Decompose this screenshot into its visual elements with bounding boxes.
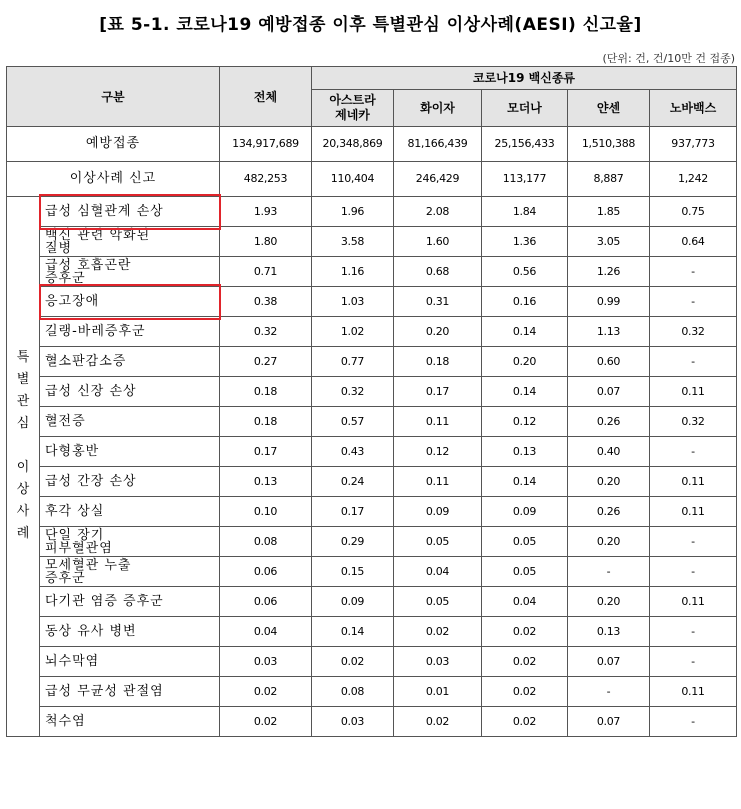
table-cell: 1,242 [650,162,737,197]
table-cell: 0.32 [312,377,394,407]
table-title: [표 5-1. 코로나19 예방접종 이후 특별관심 이상사례(AESI) 신고율] [99,15,642,35]
table-cell: 0.32 [220,317,312,347]
aesi-name: 동상 유사 병변 [40,617,220,647]
table-cell: - [650,437,737,467]
table-cell: 0.60 [568,347,650,377]
table-cell: 0.01 [394,677,482,707]
aesi-table [6,66,737,737]
table-cell: 1.13 [568,317,650,347]
table-cell: 0.07 [568,707,650,737]
aesi-name: 응고장애 [40,287,220,317]
summary-row [7,162,737,197]
table-cell: 0.10 [220,497,312,527]
table-cell: 0.07 [568,647,650,677]
side-category-label [7,197,40,737]
table-cell: 0.68 [394,257,482,287]
table-cell: 0.17 [220,437,312,467]
table-cell: 1.60 [394,227,482,257]
aesi-name: 백신 관련 악화된 질병 [40,227,220,257]
side-label-char: 이 [16,460,30,475]
aesi-name: 급성 신장 손상 [40,377,220,407]
table-cell: 81,166,439 [394,127,482,162]
aesi-name: 뇌수막염 [40,647,220,677]
table-cell: 0.02 [482,647,568,677]
row-label: 예방접종 [7,127,220,162]
table-cell: 0.56 [482,257,568,287]
aesi-name: 혈전증 [40,407,220,437]
table-cell: 1.03 [312,287,394,317]
table-cell: 0.14 [312,617,394,647]
table-cell: 0.03 [220,647,312,677]
side-label-char [9,435,37,457]
table-row [7,347,737,377]
table-cell: - [568,677,650,707]
aesi-name: 척수염 [40,707,220,737]
table-cell: 1.84 [482,197,568,227]
table-row [7,227,737,257]
table-cell: 0.43 [312,437,394,467]
table-cell: 0.16 [482,287,568,317]
table-cell: 0.24 [312,467,394,497]
table-cell: - [650,287,737,317]
header-vaccine: 노바백스 [650,90,737,127]
aesi-name: 급성 무균성 관절염 [40,677,220,707]
table-cell: 3.58 [312,227,394,257]
table-cell: 482,253 [220,162,312,197]
table-row [7,647,737,677]
table-cell: 0.07 [568,377,650,407]
table-cell: 0.11 [650,587,737,617]
table-cell: - [650,527,737,557]
table-cell: 0.05 [482,557,568,587]
table-row [7,257,737,287]
aesi-name: 후각 상실 [40,497,220,527]
table-cell: 0.29 [312,527,394,557]
table-row [7,557,737,587]
side-label-char: 심 [16,416,30,431]
table-cell: 20,348,869 [312,127,394,162]
table-cell: 0.27 [220,347,312,377]
table-row [7,377,737,407]
header-total: 전체 [220,67,312,127]
table-row [7,287,737,317]
table-cell: 0.02 [394,617,482,647]
table-cell: 0.02 [482,617,568,647]
table-row [7,677,737,707]
table-cell: 0.13 [482,437,568,467]
aesi-name: 길랭-바레증후군 [40,317,220,347]
side-label-char: 사 [16,504,30,519]
table-cell: 0.75 [650,197,737,227]
table-row [7,467,737,497]
table-cell: 1.96 [312,197,394,227]
side-label-char: 특 [16,350,30,365]
table-cell: 113,177 [482,162,568,197]
table-cell: 0.08 [312,677,394,707]
table-cell: 1,510,388 [568,127,650,162]
table-cell: 0.20 [568,587,650,617]
table-cell: 0.26 [568,497,650,527]
table-row [7,497,737,527]
table-cell: 0.02 [312,647,394,677]
table-cell: 0.13 [220,467,312,497]
table-row [7,197,737,227]
aesi-name: 다기관 염증 증후군 [40,587,220,617]
table-cell: 0.04 [482,587,568,617]
table-cell: 0.09 [482,497,568,527]
table-cell: 0.14 [482,467,568,497]
table-cell: 1.80 [220,227,312,257]
aesi-name: 급성 간장 손상 [40,467,220,497]
table-cell: 0.17 [312,497,394,527]
table-cell: - [650,647,737,677]
table-cell: 25,156,433 [482,127,568,162]
table-cell: 0.04 [220,617,312,647]
table-row [7,617,737,647]
table-cell: 2.08 [394,197,482,227]
table-cell: 0.32 [650,407,737,437]
header-vaccine: 모더나 [482,90,568,127]
table-cell: 0.40 [568,437,650,467]
table-row [7,437,737,467]
table-row [7,587,737,617]
table-cell: 0.18 [220,407,312,437]
aesi-name: 혈소판감소증 [40,347,220,377]
side-label-char: 례 [16,526,30,541]
table-cell: 0.08 [220,527,312,557]
table-cell: 1.36 [482,227,568,257]
table-cell: 0.14 [482,377,568,407]
table-cell: 0.38 [220,287,312,317]
table-cell: 8,887 [568,162,650,197]
table-cell: 0.05 [482,527,568,557]
table-cell: 0.03 [312,707,394,737]
table-cell: 0.11 [394,407,482,437]
table-cell: 0.77 [312,347,394,377]
table-cell: 0.02 [220,707,312,737]
table-cell: 0.09 [312,587,394,617]
table-cell: 0.20 [482,347,568,377]
table-cell: 0.12 [482,407,568,437]
table-cell: 0.02 [394,707,482,737]
table-cell: - [650,707,737,737]
table-cell: 0.06 [220,557,312,587]
table-cell: 1.16 [312,257,394,287]
table-cell: 0.57 [312,407,394,437]
table-row [7,527,737,557]
table-cell: 0.11 [650,497,737,527]
table-cell: 937,773 [650,127,737,162]
table-cell: - [650,557,737,587]
table-cell: 0.13 [568,617,650,647]
table-cell: 0.64 [650,227,737,257]
table-cell: 0.11 [650,377,737,407]
row-label: 이상사례 신고 [7,162,220,197]
table-row [7,317,737,347]
table-cell: 134,917,689 [220,127,312,162]
header-vaccine: 화이자 [394,90,482,127]
table-cell: 0.02 [482,707,568,737]
table-cell: 0.04 [394,557,482,587]
table-cell: 0.06 [220,587,312,617]
table-cell: 1.93 [220,197,312,227]
table-cell: 0.03 [394,647,482,677]
header-vaccine: 아스트라 제네카 [312,90,394,127]
aesi-name: 급성 심혈관계 손상 [40,197,220,227]
header-category: 구분 [7,67,220,127]
side-label-char: 상 [16,482,30,497]
aesi-name: 다형홍반 [40,437,220,467]
table-cell: 0.09 [394,497,482,527]
table-cell: 3.05 [568,227,650,257]
table-cell: 0.02 [482,677,568,707]
aesi-name: 모세혈관 누출 증후군 [40,557,220,587]
table-cell: 0.05 [394,527,482,557]
table-cell: - [650,347,737,377]
table-cell: - [650,257,737,287]
table-cell: 1.26 [568,257,650,287]
header-vaccine: 얀센 [568,90,650,127]
table-cell: 0.05 [394,587,482,617]
table-cell: 0.31 [394,287,482,317]
table-cell: - [568,557,650,587]
aesi-name: 단일 장기 피부혈관염 [40,527,220,557]
table-cell: 0.17 [394,377,482,407]
table-row [7,707,737,737]
table-cell: 0.20 [394,317,482,347]
table-row [7,407,737,437]
table-cell: 0.71 [220,257,312,287]
table-cell: 0.02 [220,677,312,707]
header-vaccine-group: 코로나19 백신종류 [312,67,737,90]
table-cell: 1.02 [312,317,394,347]
table-cell: 0.26 [568,407,650,437]
table-cell: 0.18 [220,377,312,407]
side-label-char: 관 [16,394,30,409]
table-cell: 0.15 [312,557,394,587]
table-cell: 110,404 [312,162,394,197]
table-cell: 0.20 [568,527,650,557]
table-cell: 0.20 [568,467,650,497]
table-cell: 0.11 [650,677,737,707]
table-cell: 0.18 [394,347,482,377]
table-cell: 0.14 [482,317,568,347]
table-cell: 1.85 [568,197,650,227]
table-cell: 0.32 [650,317,737,347]
summary-row [7,127,737,162]
unit-note: (단위: 건, 건/10만 건 접종) [602,52,735,65]
table-cell: 0.99 [568,287,650,317]
aesi-name: 급성 호흡곤란 증후군 [40,257,220,287]
table-cell: - [650,617,737,647]
table-cell: 246,429 [394,162,482,197]
side-label-char: 별 [16,372,30,387]
table-cell: 0.12 [394,437,482,467]
table-cell: 0.11 [650,467,737,497]
table-cell: 0.11 [394,467,482,497]
